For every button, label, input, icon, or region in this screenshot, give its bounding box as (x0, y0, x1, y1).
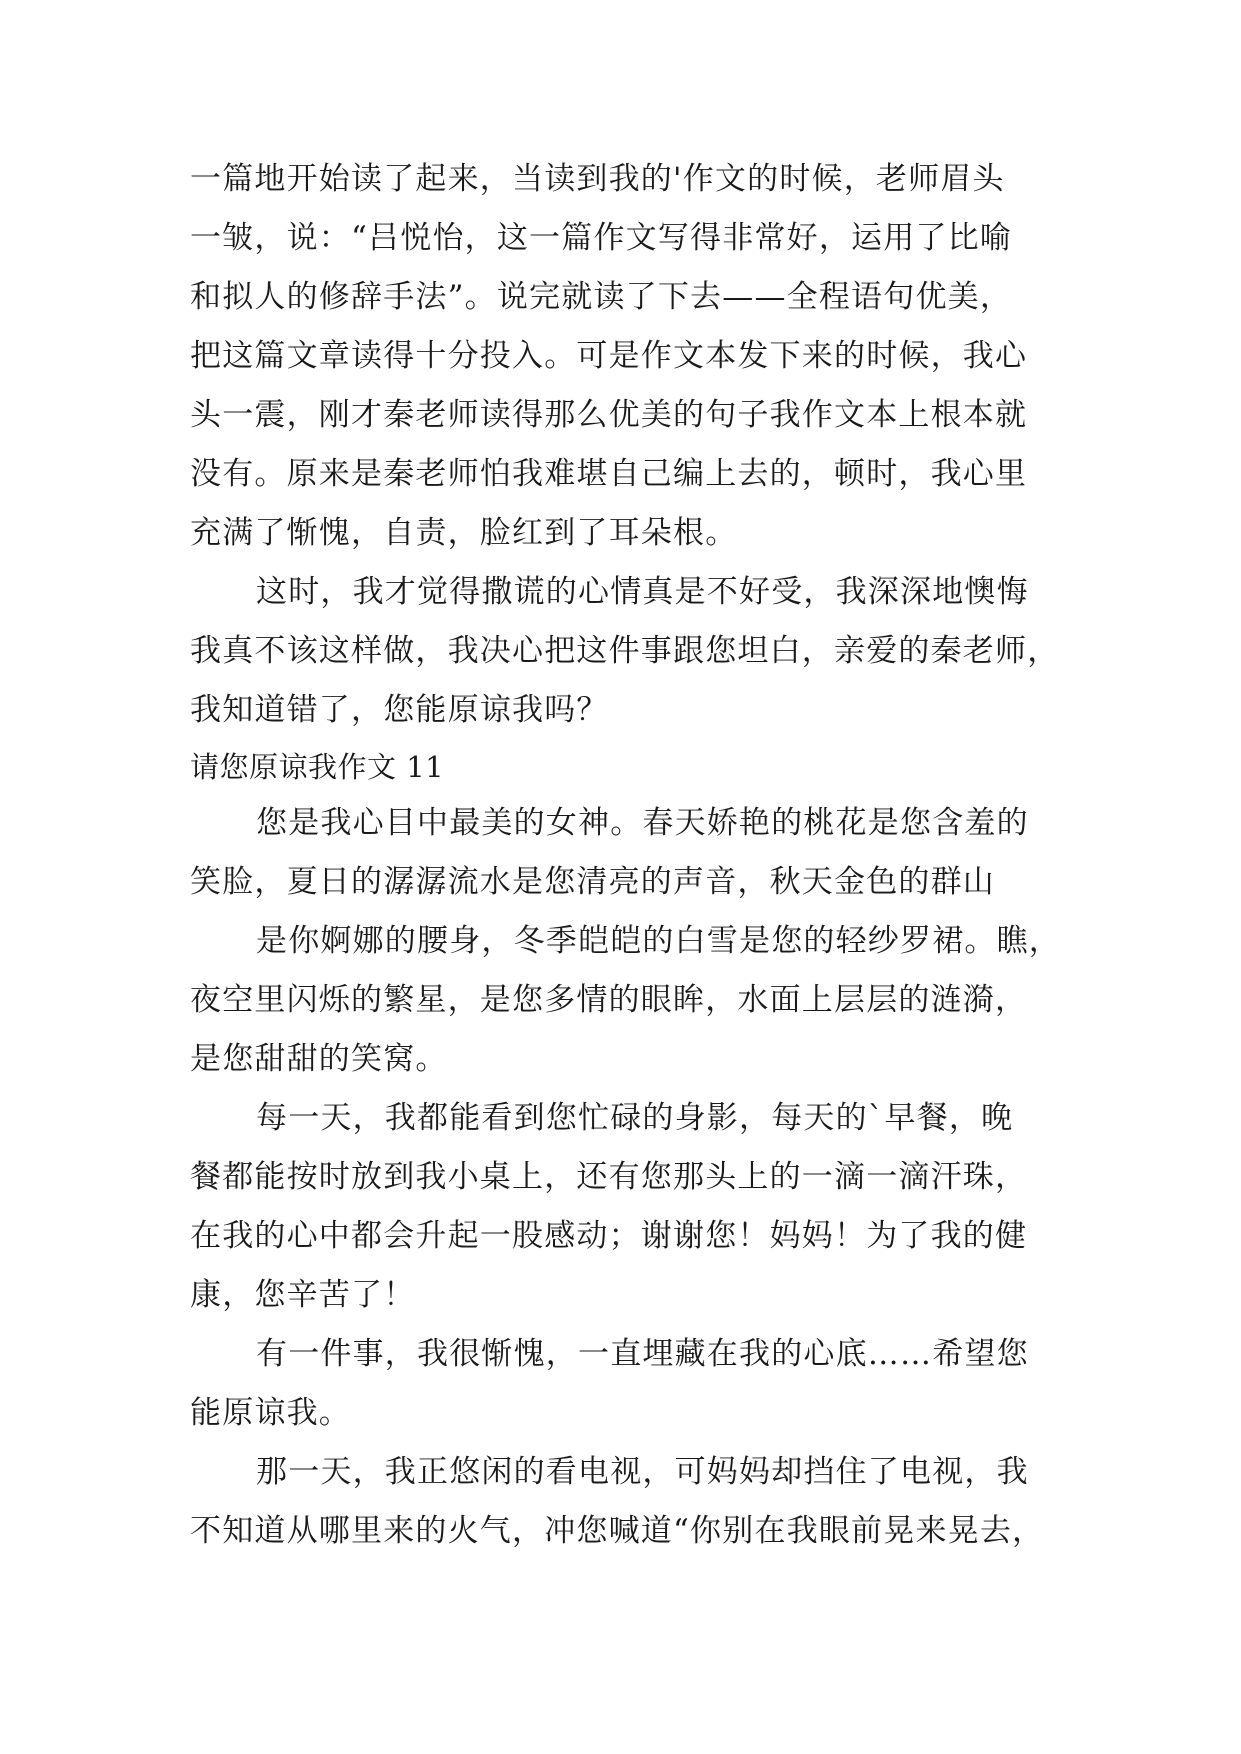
text-line: 康，您辛苦了！ (190, 1277, 416, 1313)
text-line: 我知道错了，您能原谅我吗？ (190, 692, 609, 728)
text-line: 能原谅我。 (190, 1395, 351, 1431)
text-line: 在我的心中都会升起一股感动；谢谢您！妈妈！为了我的健 (190, 1218, 1028, 1254)
text-line: 不知道从哪里来的火气，冲您喊道“你别在我眼前晃来晃去， (190, 1513, 1045, 1549)
text-line: 和拟人的修辞手法”。说完就读了下去——全程语句优美， (190, 279, 1013, 315)
paragraph-start-line: 您是我心目中最美的女神。春天娇艳的桃花是您含羞的 (256, 805, 1029, 841)
text-line: 充满了惭愧，自责，脸红到了耳朵根。 (190, 515, 738, 551)
text-line: 笑脸，夏日的潺潺流水是您清亮的声音，秋天金色的群山 (190, 864, 995, 900)
text-line: 餐都能按时放到我小桌上，还有您那头上的一滴一滴汗珠， (190, 1159, 1028, 1195)
text-line: 把这篇文章读得十分投入。可是作文本发下来的时候，我心 (190, 338, 1028, 374)
paragraph-start-line: 那一天，我正悠闲的看电视，可妈妈却挡住了电视，我 (256, 1454, 1029, 1490)
paragraph-start-line: 这时，我才觉得撒谎的心情真是不好受，我深深地懊悔 (256, 574, 1029, 610)
text-line: 是您甜甜的笑窝。 (190, 1041, 448, 1077)
text-line: 没有。原来是秦老师怕我难堪自己编上去的，顿时，我心里 (190, 456, 1028, 492)
text-line: 我真不该这样做，我决心把这件事跟您坦白，亲爱的秦老师， (190, 633, 1060, 669)
section-title: 请您原谅我作文 11 (190, 750, 445, 784)
paragraph-start-line: 是你婀娜的腰身，冬季皑皑的白雪是您的轻纱罗裙。瞧， (256, 923, 1061, 959)
text-line: 头一震，刚才秦老师读得那么优美的句子我作文本上根本就 (190, 397, 1028, 433)
paragraph-start-line: 每一天，我都能看到您忙碌的身影，每天的`早餐，晚 (256, 1100, 1014, 1136)
text-line: 夜空里闪烁的繁星，是您多情的眼眸，水面上层层的涟漪， (190, 982, 1028, 1018)
text-line: 一皱，说：“吕悦怡，这一篇作文写得非常好，运用了比喻 (190, 220, 1013, 256)
paragraph-start-line: 有一件事，我很惭愧，一直埋藏在我的心底……希望您 (256, 1336, 1029, 1372)
text-line: 一篇地开始读了起来，当读到我的'作文的时候，老师眉头 (190, 161, 1005, 197)
